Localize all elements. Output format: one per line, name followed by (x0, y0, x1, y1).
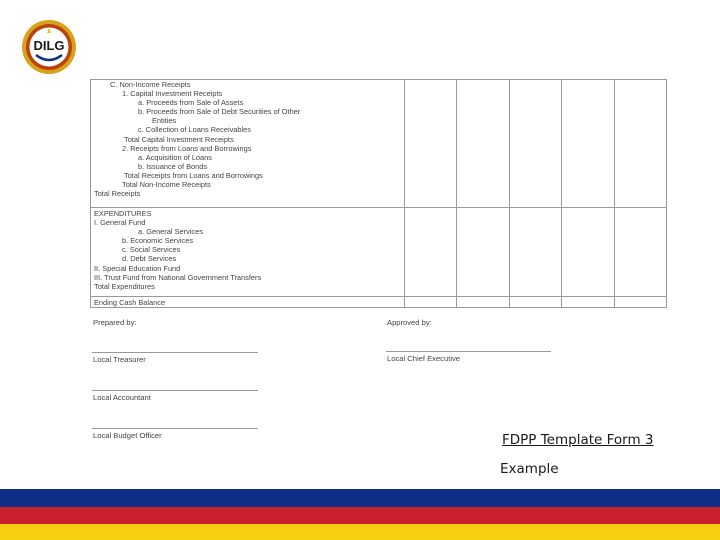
fdpp-form-table (90, 79, 667, 308)
prepared-by-label: Prepared by: (93, 318, 137, 327)
form-line-item: I. General Fund (94, 218, 146, 228)
form-line-item: d. Debt Services (122, 254, 177, 264)
ending-balance-cell (91, 297, 405, 308)
logo-text: DILG (33, 38, 65, 53)
signature-line (92, 352, 258, 353)
signature-line (92, 390, 258, 391)
form-line-item: Total Expenditures (94, 281, 155, 291)
value-cell (509, 80, 561, 208)
form-line-item: 1. Capital Investment Receipts (122, 89, 223, 99)
form-line-item: b. Issuance of Bonds (138, 161, 208, 171)
value-cell (457, 80, 509, 208)
form-line-item: Total Receipts from Loans and Borrowings (124, 170, 263, 180)
table-row (91, 80, 667, 208)
form-line-item: b. Proceeds from Sale of Debt Securities of Other (138, 107, 301, 117)
value-cell (614, 80, 666, 208)
form-line-item: III. Trust Fund from National Government Transfers (94, 272, 262, 282)
fdpp-template-link[interactable]: FDPP Template Form 3 (502, 432, 654, 448)
budget-officer-label: Local Budget Officer (93, 431, 162, 440)
value-cell (614, 208, 666, 297)
signature-line (92, 428, 258, 429)
table-row (91, 297, 667, 308)
value-cell (509, 208, 561, 297)
example-label: Example (500, 461, 559, 477)
approved-by-label: Approved by: (387, 318, 432, 327)
dilg-logo (21, 19, 77, 75)
form-line-item: a. Acquisition of Loans (138, 152, 212, 162)
value-cell (562, 208, 614, 297)
form-line-item: a. General Services (138, 227, 203, 237)
value-cell (614, 297, 666, 308)
form-line-item: Ending Cash Balance (94, 298, 166, 307)
receipts-cell (91, 80, 405, 208)
value-cell (405, 80, 457, 208)
form-line-item: Total Non-Income Receipts (122, 180, 211, 190)
form-line-item: c. Social Services (122, 245, 181, 255)
value-cell (509, 297, 561, 308)
footer-band-yellow (0, 524, 720, 540)
footer-band-red (0, 507, 720, 524)
table-row (91, 208, 667, 297)
value-cell (405, 208, 457, 297)
value-cell (457, 208, 509, 297)
chief-executive-label: Local Chief Executive (387, 354, 461, 363)
form-line-item: a. Proceeds from Sale of Assets (138, 98, 244, 108)
form-line-item: II. Special Education Fund (94, 263, 181, 273)
value-cell (562, 80, 614, 208)
form-line-item: c. Collection of Loans Receivables (138, 125, 251, 135)
form-line-item: b. Economic Services (122, 236, 194, 246)
value-cell (562, 297, 614, 308)
footer-band-blue (0, 489, 720, 507)
form-line-item: Total Receipts (94, 189, 141, 199)
accountant-label: Local Accountant (93, 393, 151, 402)
form-line-item: Entities (152, 116, 177, 126)
form-line-item: C. Non-Income Receipts (110, 80, 191, 89)
value-cell (405, 297, 457, 308)
value-cell (457, 297, 509, 308)
expenditures-cell (91, 208, 405, 297)
form-line-item: Total Capital Investment Receipts (124, 134, 234, 144)
form-line-item: 2. Receipts from Loans and Borrowings (122, 143, 252, 153)
form-line-item: EXPENDITURES (94, 209, 152, 218)
signature-line (386, 351, 551, 352)
treasurer-label: Local Treasurer (93, 355, 146, 364)
